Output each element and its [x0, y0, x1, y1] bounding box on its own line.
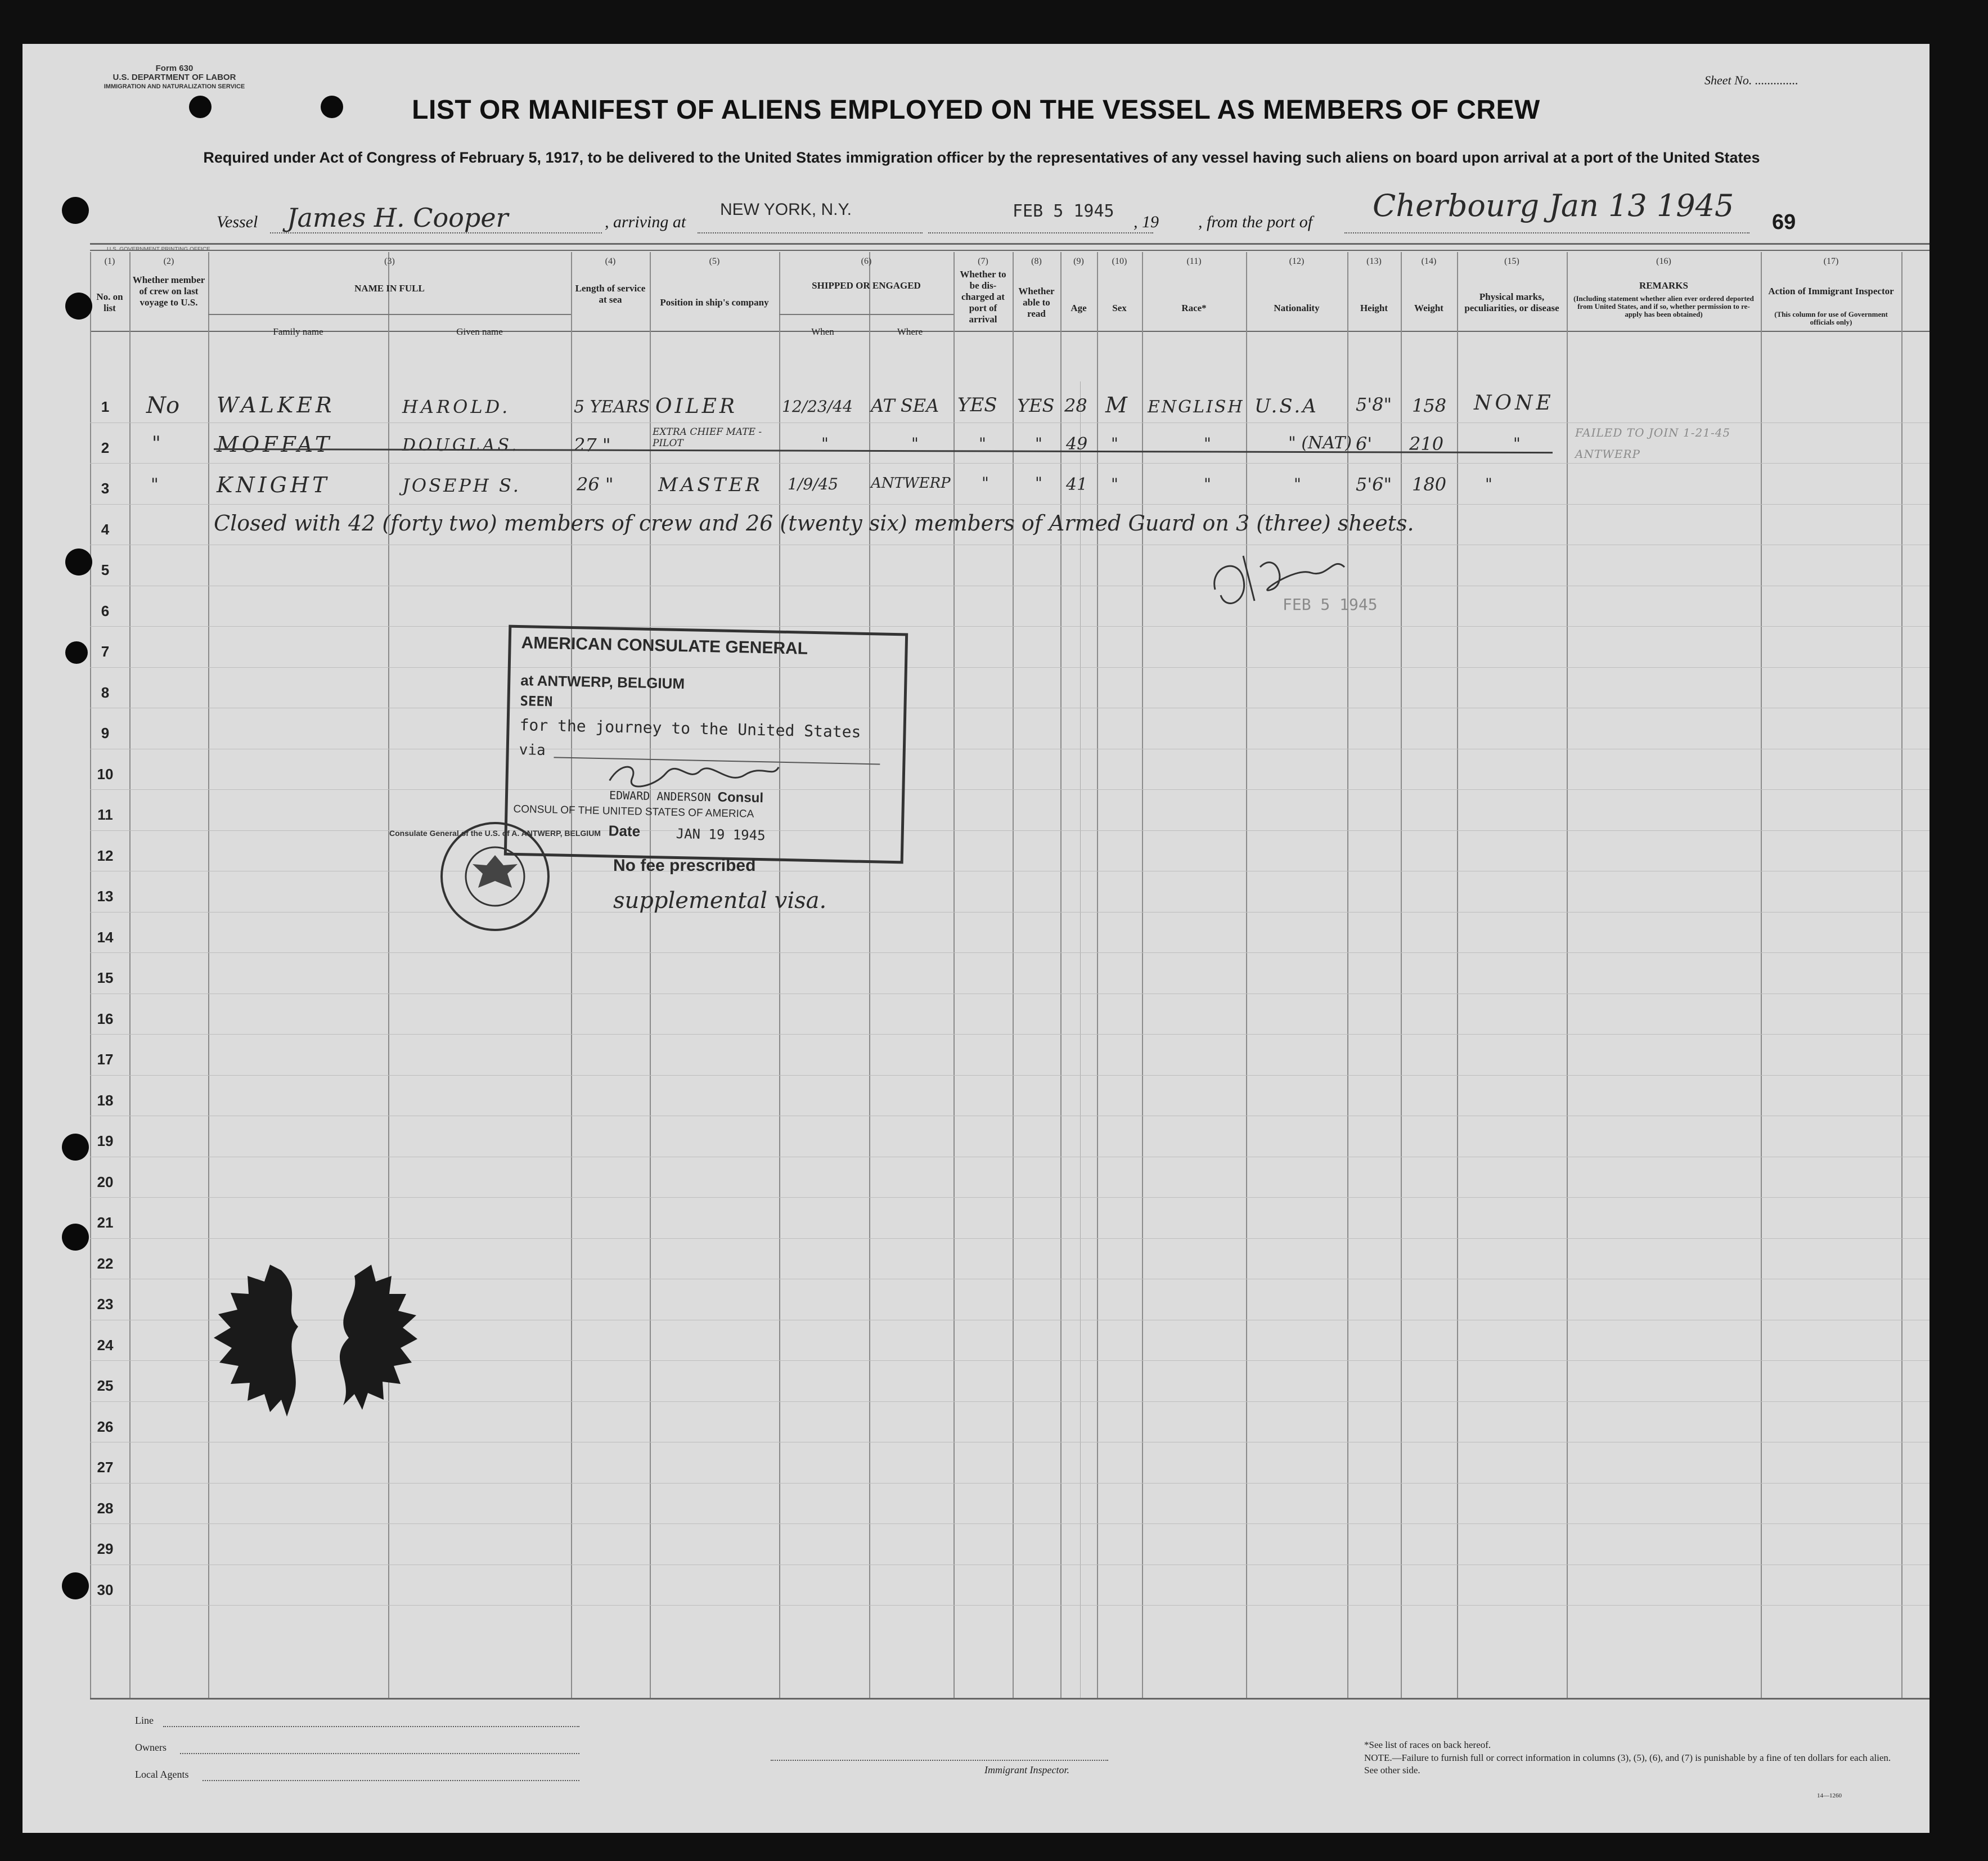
- where-cell: AT SEA: [871, 395, 939, 416]
- position-cell: EXTRA CHIEF MATE - PILOT: [653, 426, 762, 449]
- marks-cell: ": [1485, 475, 1492, 493]
- position-cell: OILER: [655, 395, 738, 418]
- line-number: 18: [97, 1091, 114, 1109]
- race-cell: ": [1204, 434, 1211, 453]
- line-number: 30: [97, 1581, 114, 1598]
- header-physical-marks: Physical marks, peculiarities, or disease: [1464, 291, 1559, 313]
- year-label: , 19: [1134, 213, 1159, 231]
- header-name-in-full: NAME IN FULL: [354, 283, 425, 294]
- header-remarks-note: (Including statement whether alien ever ordered deported from United States, and if so, whether permission to re-apply has been obtained): [1573, 294, 1754, 318]
- position-cell: MASTER: [658, 474, 763, 496]
- form-number: Form 630: [155, 64, 194, 73]
- binder-hole: [65, 549, 92, 576]
- row-rule: [90, 667, 1929, 668]
- age-cell: 49: [1066, 434, 1088, 454]
- page-title: LIST OR MANIFEST OF ALIENS EMPLOYED ON THE VESSEL AS MEMBERS OF CREW: [412, 95, 1540, 125]
- arrival-date-stamp: FEB 5 1945: [1013, 201, 1114, 221]
- age-cell: 41: [1066, 475, 1088, 495]
- weight-cell: 180: [1412, 474, 1447, 495]
- row-rule: [90, 504, 1929, 505]
- colnum-16: (16): [1656, 257, 1671, 266]
- service-cell: 27 ": [574, 434, 611, 456]
- discharged-cell: ": [982, 474, 989, 492]
- header-where: Where: [897, 326, 923, 337]
- header-age: Age: [1071, 303, 1087, 313]
- line-number: 16: [97, 1010, 114, 1027]
- consul-name: EDWARD ANDERSON Consul: [609, 788, 764, 806]
- form-code: 14—1260: [1817, 1792, 1842, 1799]
- remarks-cell: FAILED TO JOIN 1-21-45 ANTWERP: [1575, 426, 1731, 461]
- read-cell: YES: [1017, 395, 1055, 416]
- line-number: 24: [97, 1336, 114, 1354]
- consulate-journey: for the journey to the United States: [519, 716, 861, 741]
- col-divider: [779, 252, 780, 1698]
- line-number: 4: [101, 520, 110, 538]
- colnum-3: (3): [384, 257, 395, 266]
- binder-hole: [62, 1134, 89, 1161]
- service-cell: 26 ": [577, 474, 614, 495]
- shipped-subheader-rule: [779, 314, 953, 315]
- consulate-date-label: Date: [608, 822, 641, 840]
- header-given-name: Given name: [456, 326, 503, 337]
- col-divider: [129, 252, 131, 1698]
- footer-line-dotline: [163, 1726, 579, 1727]
- colnum-11: (11): [1186, 257, 1202, 266]
- when-cell: ": [821, 434, 829, 453]
- row-rule: [90, 952, 1929, 953]
- col-divider: [1567, 252, 1568, 1698]
- header-weight: Weight: [1414, 303, 1443, 313]
- family-name-cell: MOFFAT: [217, 432, 333, 457]
- sex-cell: M: [1105, 393, 1127, 417]
- col-divider: [1013, 252, 1014, 1698]
- given-name-cell: JOSEPH S.: [402, 475, 521, 496]
- col-divider: [1246, 252, 1247, 1698]
- line-number: 11: [97, 806, 113, 823]
- header-race: Race*: [1181, 303, 1207, 313]
- binder-hole: [62, 197, 89, 224]
- consulate-via: via: [519, 741, 546, 759]
- col-divider: [1097, 252, 1098, 1698]
- consul-line: CONSUL OF THE UNITED STATES OF AMERICA: [513, 803, 754, 820]
- seal-text: Consulate General of the U.S. of A. ANTWERP, BELGIUM: [389, 829, 601, 838]
- header-shipped-or-engaged: SHIPPED OR ENGAGED: [812, 280, 921, 291]
- family-name-cell: WALKER: [217, 393, 335, 417]
- when-cell: 12/23/44: [782, 397, 853, 416]
- header-rule-second: [90, 250, 1929, 251]
- read-cell: ": [1035, 434, 1042, 453]
- closing-note: Closed with 42 (forty two) members of crew and 26 (twenty six) members of Armed Guard on 3 (three) sheets.: [214, 511, 1414, 536]
- line-number: 21: [97, 1214, 114, 1231]
- vessel-name: James H. Cooper: [287, 203, 509, 233]
- header-last-voyage: Whether member of crew on last voyage to U.S.: [132, 275, 205, 308]
- discharged-cell: YES: [957, 394, 997, 416]
- colnum-13: (13): [1366, 257, 1382, 266]
- header-rule-top: [90, 243, 1929, 245]
- header-family-name: Family name: [273, 326, 323, 337]
- line-number: 14: [97, 928, 114, 946]
- col-divider: [650, 252, 651, 1698]
- row-rule: [90, 626, 1929, 627]
- service-cell: 5 YEARS: [574, 397, 650, 417]
- marks-cell: NONE: [1474, 392, 1554, 415]
- line-number: 2: [101, 439, 110, 456]
- colnum-1: (1): [104, 257, 115, 266]
- binder-hole: [62, 1572, 89, 1599]
- sex-cell: ": [1111, 434, 1118, 453]
- row-rule: [90, 830, 1929, 831]
- colnum-2: (2): [163, 257, 174, 266]
- colnum-10: (10): [1112, 257, 1127, 266]
- colnum-14: (14): [1421, 257, 1437, 266]
- arriving-dotline: [698, 232, 923, 233]
- consulate-title: AMERICAN CONSULATE GENERAL: [521, 633, 808, 658]
- printing-office-credit: U.S. GOVERNMENT PRINTING OFFICE: [107, 246, 210, 253]
- inspector-date-stamp: FEB 5 1945: [1283, 595, 1378, 614]
- line-number: 10: [97, 765, 114, 783]
- line-number: 26: [97, 1418, 114, 1435]
- row-rule: [90, 1483, 1929, 1484]
- nationality-cell: " (NAT): [1288, 433, 1352, 453]
- service-name: IMMIGRATION AND NATURALIZATION SERVICE: [104, 83, 245, 90]
- header-height: Height: [1360, 303, 1388, 313]
- read-cell: ": [1035, 474, 1042, 492]
- col-divider: [1401, 252, 1402, 1698]
- page-subtitle: Required under Act of Congress of February 5, 1917, to be delivered to the United States immigration officer by the representatives of any vessel having such aliens on board upon arrival at a port of the United States: [203, 149, 1760, 166]
- header-sex: Sex: [1112, 303, 1127, 313]
- col-divider: [208, 252, 209, 1698]
- line-number: 28: [97, 1499, 114, 1517]
- row-rule: [90, 789, 1929, 790]
- where-cell: ANTWERP: [871, 475, 951, 492]
- form-identifier: [79, 64, 270, 91]
- date-dotline: [928, 232, 1153, 233]
- line-number: 23: [97, 1296, 114, 1312]
- footer-line-label: Line: [135, 1715, 154, 1726]
- footer-agents-label: Local Agents: [135, 1769, 189, 1780]
- header-inspector-action: Action of Immigrant Inspector: [1768, 286, 1894, 296]
- header-remarks: REMARKS: [1639, 280, 1688, 291]
- where-cell: ": [911, 434, 919, 453]
- discharged-cell: ": [979, 434, 986, 453]
- footer-agents-dotline: [203, 1780, 579, 1781]
- consulate-seen: SEEN: [520, 693, 553, 710]
- nationality-cell: U.S.A: [1254, 395, 1319, 417]
- col-divider: [1142, 252, 1143, 1698]
- binder-hole: [65, 293, 92, 320]
- races-note: *See list of races on back hereof.: [1364, 1739, 1491, 1750]
- from-port-dotline: [1344, 232, 1749, 233]
- col-divider: [1761, 252, 1762, 1698]
- colnum-6: (6): [861, 257, 872, 266]
- header-discharged: Whether to be dis-charged at port of arrival: [960, 269, 1006, 325]
- line-number: 6: [101, 602, 110, 619]
- row-rule: [90, 1197, 1929, 1198]
- row-rule: [90, 1523, 1929, 1524]
- footer-owners-label: Owners: [135, 1742, 167, 1753]
- consulate-location: at ANTWERP, BELGIUM: [520, 672, 685, 693]
- footer-owners-dotline: [180, 1753, 579, 1754]
- nationality-cell: ": [1294, 475, 1301, 493]
- col-divider: [869, 252, 870, 1698]
- line-number: 3: [101, 480, 110, 497]
- col-divider: [1080, 381, 1081, 1698]
- binder-hole: [62, 1224, 89, 1251]
- given-name-cell: HAROLD.: [402, 396, 511, 417]
- vessel-label: Vessel: [217, 213, 258, 231]
- row-rule: [90, 1605, 1929, 1606]
- header-when: When: [811, 326, 834, 337]
- col-divider: [1347, 252, 1348, 1698]
- line-number: 17: [97, 1051, 114, 1068]
- line-number: 5: [101, 561, 110, 578]
- binder-hole: [189, 96, 212, 118]
- consulate-stamp: [504, 625, 908, 864]
- no-fee-note: No fee prescribed: [613, 856, 756, 875]
- department-name: U.S. DEPARTMENT OF LABOR: [113, 73, 236, 82]
- col-divider: [1457, 252, 1458, 1698]
- line-number: 15: [97, 969, 114, 986]
- line-number: 25: [97, 1377, 114, 1394]
- line-number: 29: [97, 1540, 114, 1557]
- col-divider: [388, 252, 389, 1698]
- last-voyage-cell: ": [151, 475, 159, 495]
- line-number: 7: [101, 643, 110, 660]
- header-length-of-service: Length of service at sea: [575, 283, 646, 305]
- header-nationality: Nationality: [1274, 303, 1320, 313]
- colnum-12: (12): [1289, 257, 1305, 266]
- line-number: 22: [97, 1255, 114, 1272]
- page-number: 69: [1772, 210, 1796, 234]
- race-cell: ENGLISH: [1148, 397, 1244, 417]
- colnum-8: (8): [1031, 257, 1042, 266]
- supplemental-visa-note: supplemental visa.: [613, 888, 827, 914]
- family-name-cell: KNIGHT: [217, 473, 330, 497]
- header-no-on-list: No. on list: [96, 291, 123, 313]
- line-number: 8: [101, 684, 110, 701]
- name-subheader-rule: [208, 314, 571, 315]
- binder-hole: [321, 96, 343, 118]
- from-port-label: , from the port of: [1198, 213, 1313, 231]
- height-cell: 5'6": [1356, 474, 1392, 495]
- line-number: 9: [101, 725, 110, 741]
- footer-inspector-label: Immigrant Inspector.: [984, 1764, 1069, 1775]
- marks-cell: ": [1513, 434, 1521, 453]
- line-number: 19: [97, 1132, 114, 1149]
- when-cell: 1/9/45: [788, 475, 839, 493]
- last-voyage-cell: No: [146, 393, 180, 419]
- table-bottom-rule: [90, 1698, 1929, 1700]
- weight-cell: 210: [1409, 433, 1444, 455]
- row-rule: [90, 1034, 1929, 1035]
- consulate-date: JAN 19 1945: [676, 825, 766, 844]
- last-voyage-cell: ": [152, 432, 161, 455]
- colnum-17: (17): [1823, 257, 1839, 266]
- col-divider: [571, 252, 572, 1698]
- line-number: 1: [101, 398, 110, 415]
- penalty-note: NOTE.—Failure to furnish full or correct information in columns (3), (5), (6), and (7) is punishable by a fine of ten dollars for each alien. See other side.: [1364, 1752, 1891, 1775]
- header-inspector-note: (This column for use of Government officials only): [1774, 310, 1888, 326]
- col-divider: [1901, 252, 1902, 1698]
- row-rule: [90, 1238, 1929, 1239]
- arriving-label: , arriving at: [605, 213, 686, 231]
- consulate-seal: [389, 820, 601, 933]
- line-number: 13: [97, 888, 114, 905]
- header-position: Position in ship's company: [660, 297, 769, 308]
- race-cell: ": [1204, 475, 1211, 493]
- departure-port: Cherbourg Jan 13 1945: [1373, 188, 1734, 223]
- height-cell: 6': [1356, 433, 1373, 455]
- line-number: 20: [97, 1173, 114, 1190]
- sheet-number-label: Sheet No. ..............: [1704, 73, 1798, 87]
- colnum-9: (9): [1073, 257, 1084, 266]
- colnum-5: (5): [709, 257, 720, 266]
- row-rule: [90, 1075, 1929, 1076]
- col-divider: [953, 252, 955, 1698]
- manifest-sheet: [23, 44, 1929, 1833]
- colnum-15: (15): [1504, 257, 1519, 266]
- weight-cell: 158: [1412, 395, 1447, 416]
- colnum-7: (7): [978, 257, 988, 266]
- height-cell: 5'8": [1356, 394, 1392, 415]
- embossed-seal-fragments: [186, 1259, 422, 1433]
- header-able-to-read: Whether able to read: [1018, 286, 1055, 319]
- colnum-4: (4): [605, 257, 616, 266]
- col-divider: [1060, 252, 1062, 1698]
- age-cell: 28: [1064, 395, 1087, 416]
- line-number: 27: [97, 1459, 114, 1476]
- sex-cell: ": [1111, 475, 1118, 493]
- binder-hole: [65, 641, 88, 664]
- line-number: 12: [97, 847, 114, 864]
- arrival-port: NEW YORK, N.Y.: [720, 200, 852, 219]
- inspector-signature-line: [771, 1760, 1108, 1761]
- given-name-cell: DOUGLAS.: [402, 435, 520, 455]
